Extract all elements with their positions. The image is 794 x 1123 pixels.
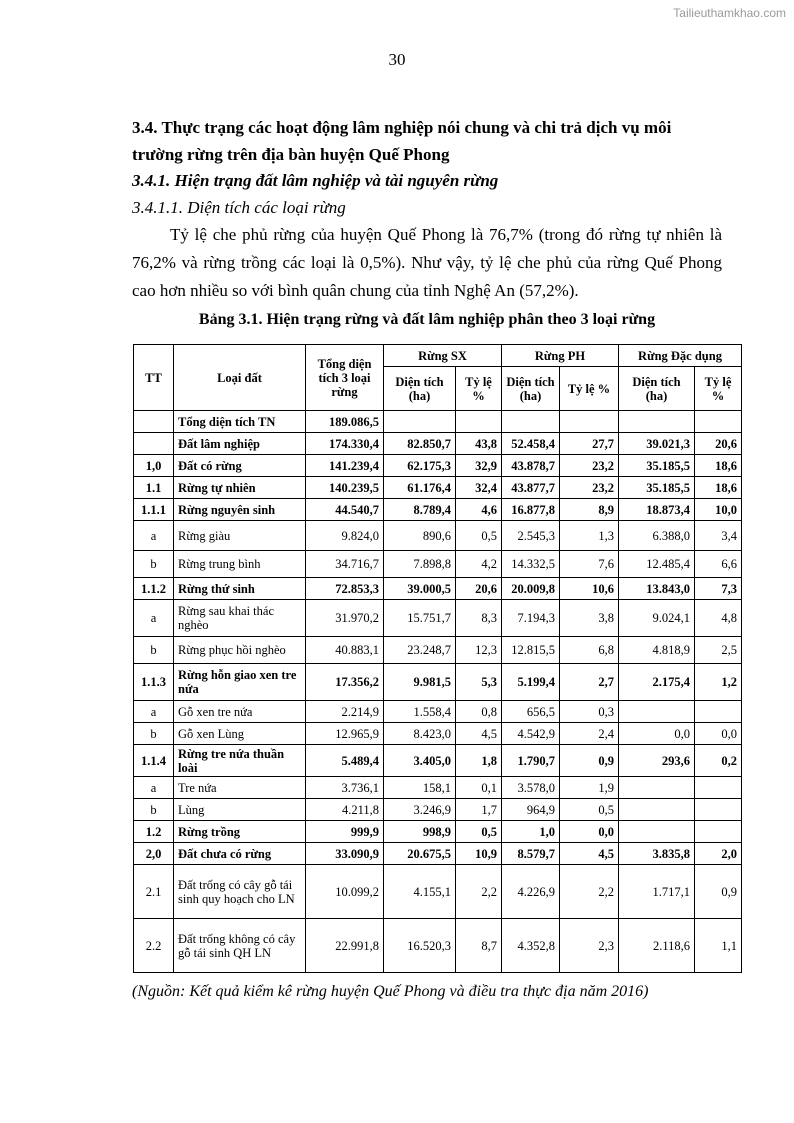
cell-total: 4.211,8 xyxy=(306,799,384,821)
cell-sx-pct: 32,9 xyxy=(456,455,502,477)
cell-tt: a xyxy=(134,600,174,637)
cell-sx-pct: 1,8 xyxy=(456,745,502,777)
cell-loai-dat: Gỗ xen tre nứa xyxy=(174,701,306,723)
cell-dd-pct xyxy=(695,701,742,723)
table-row xyxy=(134,521,742,551)
cell-loai-dat: Lùng xyxy=(174,799,306,821)
table-row xyxy=(134,919,742,973)
cell-dd-area xyxy=(619,411,695,433)
cell-sx-pct: 1,7 xyxy=(456,799,502,821)
cell-tt: b xyxy=(134,637,174,664)
cell-ph-area: 43.878,7 xyxy=(502,455,560,477)
header-rung-ph: Rừng PH xyxy=(502,345,619,367)
cell-dd-pct: 0,2 xyxy=(695,745,742,777)
cell-ph-area: 4.352,8 xyxy=(502,919,560,973)
cell-ph-pct: 2,2 xyxy=(560,865,619,919)
cell-dd-area xyxy=(619,777,695,799)
cell-sx-pct: 2,2 xyxy=(456,865,502,919)
subsubsection-title: 3.4.1.1. Diện tích các loại rừng xyxy=(132,198,346,217)
cell-ph-area xyxy=(502,411,560,433)
cell-dd-area: 293,6 xyxy=(619,745,695,777)
cell-ph-area: 2.545,3 xyxy=(502,521,560,551)
cell-tt: b xyxy=(134,799,174,821)
cell-sx-area: 1.558,4 xyxy=(384,701,456,723)
header-ph-pct: Tỷ lệ % xyxy=(560,367,619,411)
cell-dd-pct: 18,6 xyxy=(695,455,742,477)
cell-tt: b xyxy=(134,723,174,745)
cell-tt: 1.1 xyxy=(134,477,174,499)
cell-dd-pct: 1,2 xyxy=(695,664,742,701)
header-dd-area: Diện tích (ha) xyxy=(619,367,695,411)
cell-loai-dat: Tre nứa xyxy=(174,777,306,799)
cell-total: 31.970,2 xyxy=(306,600,384,637)
cell-tt: b xyxy=(134,551,174,578)
cell-dd-pct: 20,6 xyxy=(695,433,742,455)
cell-ph-pct: 0,0 xyxy=(560,821,619,843)
cell-dd-pct xyxy=(695,799,742,821)
cell-tt: 2.1 xyxy=(134,865,174,919)
cell-ph-pct: 27,7 xyxy=(560,433,619,455)
cell-ph-pct: 3,8 xyxy=(560,600,619,637)
cell-total: 3.736,1 xyxy=(306,777,384,799)
header-rung-dd: Rừng Đặc dụng xyxy=(619,345,742,367)
cell-sx-pct: 4,2 xyxy=(456,551,502,578)
cell-ph-area: 4.226,9 xyxy=(502,865,560,919)
cell-loai-dat: Rừng hỗn giao xen tre nứa xyxy=(174,664,306,701)
page-number: 30 xyxy=(388,50,406,69)
table-row xyxy=(134,821,742,843)
body-paragraph: Tỷ lệ che phủ rừng của huyện Quế Phong là 76,7% (trong đó rừng tự nhiên là 76,2% và rừng trồng các loại là 0,5%). Như vậy, tỷ lệ che phủ của rừng Quế Phong cao hơn nhiều so với bình quân chung của tỉnh Nghệ An (57,2%). xyxy=(132,225,722,300)
cell-sx-pct: 0,5 xyxy=(456,821,502,843)
cell-loai-dat: Rừng tự nhiên xyxy=(174,477,306,499)
cell-sx-area: 62.175,3 xyxy=(384,455,456,477)
cell-ph-area: 1,0 xyxy=(502,821,560,843)
cell-ph-area: 52.458,4 xyxy=(502,433,560,455)
cell-ph-pct: 2,7 xyxy=(560,664,619,701)
cell-dd-pct: 10,0 xyxy=(695,499,742,521)
table-row xyxy=(134,843,742,865)
cell-dd-area: 2.118,6 xyxy=(619,919,695,973)
cell-dd-pct: 2,0 xyxy=(695,843,742,865)
cell-loai-dat: Tổng diện tích TN xyxy=(174,411,306,433)
cell-loai-dat: Rừng trung bình xyxy=(174,551,306,578)
cell-total: 189.086,5 xyxy=(306,411,384,433)
cell-total: 174.330,4 xyxy=(306,433,384,455)
cell-sx-pct: 12,3 xyxy=(456,637,502,664)
section-title: 3.4. Thực trạng các hoạt động lâm nghiệp nói chung và chi trả dịch vụ môi trường rừng trên địa bàn huyện Quế Phong xyxy=(132,118,672,164)
cell-total: 2.214,9 xyxy=(306,701,384,723)
table-row xyxy=(134,433,742,455)
cell-loai-dat: Rừng tre nứa thuần loài xyxy=(174,745,306,777)
cell-tt: 1.2 xyxy=(134,821,174,843)
cell-total: 12.965,9 xyxy=(306,723,384,745)
cell-dd-pct: 0,0 xyxy=(695,723,742,745)
cell-loai-dat: Đất có rừng xyxy=(174,455,306,477)
cell-ph-pct: 2,3 xyxy=(560,919,619,973)
table-row xyxy=(134,664,742,701)
cell-tt: 2.2 xyxy=(134,919,174,973)
cell-sx-pct: 4,6 xyxy=(456,499,502,521)
cell-loai-dat: Rừng giàu xyxy=(174,521,306,551)
table-row xyxy=(134,637,742,664)
cell-tt: a xyxy=(134,777,174,799)
document-body xyxy=(132,114,722,336)
cell-dd-area: 35.185,5 xyxy=(619,455,695,477)
cell-sx-pct: 0,1 xyxy=(456,777,502,799)
cell-loai-dat: Đất trống không có cây gỗ tái sinh QH LN xyxy=(174,919,306,973)
table-row xyxy=(134,799,742,821)
cell-sx-pct: 0,5 xyxy=(456,521,502,551)
header-total: Tổng diện tích 3 loại rừng xyxy=(306,345,384,411)
cell-sx-area: 8.789,4 xyxy=(384,499,456,521)
cell-ph-area: 964,9 xyxy=(502,799,560,821)
cell-sx-pct: 8,7 xyxy=(456,919,502,973)
cell-dd-area: 2.175,4 xyxy=(619,664,695,701)
header-rung-sx: Rừng SX xyxy=(384,345,502,367)
cell-tt: a xyxy=(134,521,174,551)
cell-dd-area: 39.021,3 xyxy=(619,433,695,455)
cell-dd-pct: 7,3 xyxy=(695,578,742,600)
table-row xyxy=(134,865,742,919)
cell-dd-area: 12.485,4 xyxy=(619,551,695,578)
cell-ph-pct: 23,2 xyxy=(560,455,619,477)
cell-dd-area: 13.843,0 xyxy=(619,578,695,600)
cell-loai-dat: Rừng phục hồi nghèo xyxy=(174,637,306,664)
cell-total: 33.090,9 xyxy=(306,843,384,865)
cell-ph-pct: 2,4 xyxy=(560,723,619,745)
cell-tt: 1,0 xyxy=(134,455,174,477)
cell-ph-pct: 0,3 xyxy=(560,701,619,723)
table-row xyxy=(134,477,742,499)
cell-tt: 1.1.4 xyxy=(134,745,174,777)
cell-total: 44.540,7 xyxy=(306,499,384,521)
cell-dd-pct xyxy=(695,821,742,843)
cell-sx-area: 890,6 xyxy=(384,521,456,551)
table-row xyxy=(134,777,742,799)
cell-dd-pct xyxy=(695,777,742,799)
table-title: Bảng 3.1. Hiện trạng rừng và đất lâm nghiệp phân theo 3 loại rừng xyxy=(198,311,656,328)
cell-dd-area: 4.818,9 xyxy=(619,637,695,664)
cell-total: 999,9 xyxy=(306,821,384,843)
cell-total: 140.239,5 xyxy=(306,477,384,499)
cell-dd-area: 18.873,4 xyxy=(619,499,695,521)
cell-ph-pct: 0,5 xyxy=(560,799,619,821)
cell-ph-area: 7.194,3 xyxy=(502,600,560,637)
cell-sx-area: 3.405,0 xyxy=(384,745,456,777)
cell-sx-area: 998,9 xyxy=(384,821,456,843)
cell-ph-pct: 1,3 xyxy=(560,521,619,551)
cell-ph-pct: 1,9 xyxy=(560,777,619,799)
cell-dd-area xyxy=(619,821,695,843)
cell-sx-pct: 8,3 xyxy=(456,600,502,637)
cell-tt: 1.1.2 xyxy=(134,578,174,600)
cell-ph-pct: 10,6 xyxy=(560,578,619,600)
cell-dd-pct: 2,5 xyxy=(695,637,742,664)
cell-loai-dat: Đất chưa có rừng xyxy=(174,843,306,865)
cell-sx-area: 3.246,9 xyxy=(384,799,456,821)
cell-dd-area xyxy=(619,701,695,723)
cell-ph-area: 1.790,7 xyxy=(502,745,560,777)
subsection-title: 3.4.1. Hiện trạng đất lâm nghiệp và tài nguyên rừng xyxy=(132,171,499,190)
cell-dd-area: 6.388,0 xyxy=(619,521,695,551)
cell-dd-pct: 1,1 xyxy=(695,919,742,973)
cell-dd-area xyxy=(619,799,695,821)
table-row xyxy=(134,745,742,777)
cell-ph-area: 43.877,7 xyxy=(502,477,560,499)
cell-tt xyxy=(134,433,174,455)
cell-loai-dat: Rừng sau khai thác nghèo xyxy=(174,600,306,637)
cell-sx-pct: 43,8 xyxy=(456,433,502,455)
cell-sx-area: 16.520,3 xyxy=(384,919,456,973)
cell-ph-area: 14.332,5 xyxy=(502,551,560,578)
cell-total: 9.824,0 xyxy=(306,521,384,551)
cell-dd-area: 0,0 xyxy=(619,723,695,745)
cell-sx-area: 20.675,5 xyxy=(384,843,456,865)
cell-dd-area: 3.835,8 xyxy=(619,843,695,865)
forest-area-table xyxy=(133,344,742,973)
cell-dd-pct: 4,8 xyxy=(695,600,742,637)
cell-sx-area: 82.850,7 xyxy=(384,433,456,455)
header-sx-area: Diện tích (ha) xyxy=(384,367,456,411)
cell-ph-pct: 8,9 xyxy=(560,499,619,521)
cell-tt: a xyxy=(134,701,174,723)
cell-ph-area: 4.542,9 xyxy=(502,723,560,745)
cell-dd-pct: 18,6 xyxy=(695,477,742,499)
cell-sx-pct: 5,3 xyxy=(456,664,502,701)
cell-sx-pct xyxy=(456,411,502,433)
cell-ph-area: 8.579,7 xyxy=(502,843,560,865)
cell-total: 40.883,1 xyxy=(306,637,384,664)
cell-total: 141.239,4 xyxy=(306,455,384,477)
cell-dd-area: 1.717,1 xyxy=(619,865,695,919)
cell-total: 34.716,7 xyxy=(306,551,384,578)
cell-tt xyxy=(134,411,174,433)
cell-sx-pct: 4,5 xyxy=(456,723,502,745)
cell-ph-area: 20.009,8 xyxy=(502,578,560,600)
cell-tt: 1.1.1 xyxy=(134,499,174,521)
header-ph-area: Diện tích (ha) xyxy=(502,367,560,411)
source-note: (Nguồn: Kết quả kiểm kê rừng huyện Quế Phong và điều tra thực địa năm 2016) xyxy=(132,983,649,1000)
table-row xyxy=(134,578,742,600)
table-row xyxy=(134,600,742,637)
cell-sx-pct: 10,9 xyxy=(456,843,502,865)
cell-tt: 1.1.3 xyxy=(134,664,174,701)
header-dd-pct: Tỷ lệ % xyxy=(695,367,742,411)
cell-total: 22.991,8 xyxy=(306,919,384,973)
cell-loai-dat: Gỗ xen Lùng xyxy=(174,723,306,745)
cell-ph-area: 656,5 xyxy=(502,701,560,723)
cell-loai-dat: Rừng nguyên sinh xyxy=(174,499,306,521)
cell-dd-area: 35.185,5 xyxy=(619,477,695,499)
table-row xyxy=(134,723,742,745)
table-body xyxy=(134,411,742,973)
cell-sx-area: 4.155,1 xyxy=(384,865,456,919)
cell-sx-pct: 0,8 xyxy=(456,701,502,723)
cell-sx-area: 158,1 xyxy=(384,777,456,799)
table-row xyxy=(134,411,742,433)
cell-ph-area: 5.199,4 xyxy=(502,664,560,701)
cell-total: 10.099,2 xyxy=(306,865,384,919)
table-row xyxy=(134,701,742,723)
cell-ph-area: 12.815,5 xyxy=(502,637,560,664)
table-row xyxy=(134,455,742,477)
cell-ph-area: 3.578,0 xyxy=(502,777,560,799)
cell-ph-pct: 4,5 xyxy=(560,843,619,865)
cell-sx-pct: 20,6 xyxy=(456,578,502,600)
cell-sx-area: 61.176,4 xyxy=(384,477,456,499)
cell-ph-pct: 6,8 xyxy=(560,637,619,664)
cell-total: 72.853,3 xyxy=(306,578,384,600)
cell-sx-area: 23.248,7 xyxy=(384,637,456,664)
cell-sx-area: 15.751,7 xyxy=(384,600,456,637)
cell-dd-pct: 3,4 xyxy=(695,521,742,551)
cell-ph-pct: 7,6 xyxy=(560,551,619,578)
cell-dd-pct: 0,9 xyxy=(695,865,742,919)
cell-total: 5.489,4 xyxy=(306,745,384,777)
cell-dd-pct xyxy=(695,411,742,433)
watermark: Tailieuthamkhao.com xyxy=(673,6,786,20)
cell-sx-area: 39.000,5 xyxy=(384,578,456,600)
cell-ph-pct xyxy=(560,411,619,433)
table-row xyxy=(134,499,742,521)
table-row xyxy=(134,551,742,578)
cell-total: 17.356,2 xyxy=(306,664,384,701)
cell-ph-pct: 0,9 xyxy=(560,745,619,777)
cell-ph-area: 16.877,8 xyxy=(502,499,560,521)
cell-loai-dat: Đất trống có cây gỗ tái sinh quy hoạch cho LN xyxy=(174,865,306,919)
cell-dd-pct: 6,6 xyxy=(695,551,742,578)
header-loai-dat: Loại đất xyxy=(174,345,306,411)
cell-loai-dat: Rừng thứ sinh xyxy=(174,578,306,600)
cell-dd-area: 9.024,1 xyxy=(619,600,695,637)
cell-loai-dat: Đất lâm nghiệp xyxy=(174,433,306,455)
cell-sx-area: 8.423,0 xyxy=(384,723,456,745)
cell-tt: 2,0 xyxy=(134,843,174,865)
header-sx-pct: Tỷ lệ % xyxy=(456,367,502,411)
cell-loai-dat: Rừng trồng xyxy=(174,821,306,843)
header-tt: TT xyxy=(134,345,174,411)
cell-ph-pct: 23,2 xyxy=(560,477,619,499)
cell-sx-area: 7.898,8 xyxy=(384,551,456,578)
cell-sx-area xyxy=(384,411,456,433)
cell-sx-pct: 32,4 xyxy=(456,477,502,499)
cell-sx-area: 9.981,5 xyxy=(384,664,456,701)
